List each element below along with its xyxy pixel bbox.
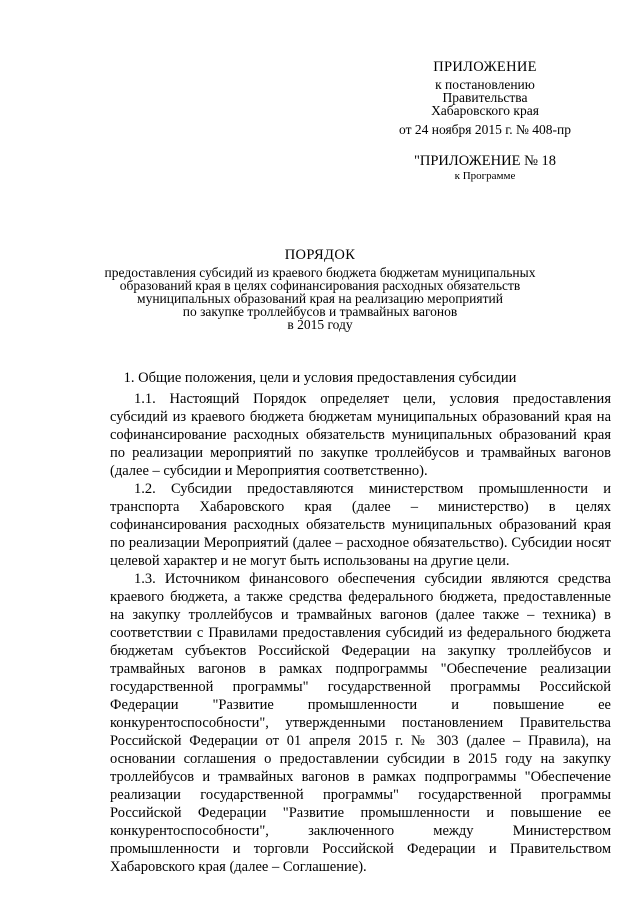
- document-title: ПОРЯДОК: [284, 247, 356, 263]
- appendix-date: от 24 ноября 2015 г. № 408-пр: [399, 122, 571, 137]
- paragraph-1-2: 1.2. Субсидии предоставляются министерством промышленности и транспорта Хабаровского края (далее – министерство) в целях софинансирования расходных обязательств муниципальных образований края по реализации Мероприятий (далее – расходное обязательство). Субсидии носят целевой характер и не могут быть использованы на другие цели.: [110, 481, 611, 569]
- paragraph-1-3: 1.3. Источником финансового обеспечения субсидии являются средства краевого бюджета, а также средства федерального бюджета, предоставленные на закупку троллейбусов и трамвайных вагонов (далее также – техника) в соответствии с Правилами предоставления субсидий из федерального бюджета бюджетам субъектов Российской Федерации на закупку троллейбусов и трамвайных вагонов в рамках подпрограммы "Обеспечение реализации государственной программы" государственной программы Российской Федерации "Развитие промышленности и повышение ее конкурентоспособности", утвержденными постановлением Правительства Российской Федерации от 01 апреля 2015 г. № 303 (далее – Правила), на основании соглашения о предоставлении субсидии в 2015 году на закупку троллейбусов и трамвайных вагонов в рамках подпрограммы "Обеспечение реализации государственной программы" государственной программы Российской Федерации "Развитие промышленности и повышение ее конкурентоспособности", заключенного между Министерством промышленности и торговли Российской Федерации и Правительством Хабаровского края (далее – Соглашение).: [110, 571, 611, 875]
- section-heading: 1. Общие положения, цели и условия предоставления субсидии: [123, 370, 517, 386]
- subtitle-line: муниципальных образований края на реализацию мероприятий: [137, 291, 503, 306]
- appendix-line-3: Хабаровского края: [431, 103, 539, 118]
- appendix-title: ПРИЛОЖЕНИЕ: [433, 59, 537, 75]
- document-subtitle: [100, 266, 540, 331]
- appendix-line-1: к постановлению: [435, 77, 535, 92]
- subtitle-line: по закупке троллейбусов и трамвайных вагонов: [182, 304, 458, 319]
- appendix-block: [380, 58, 590, 138]
- section-body: [110, 390, 611, 876]
- appendix-18-subtitle: к Программе: [454, 170, 516, 182]
- appendix-18-block: [400, 152, 570, 182]
- paragraph-1-1: 1.1. Настоящий Порядок определяет цели, условия предоставления субсидий из краевого бюджета бюджетам муниципальных образований края на софинансирование расходных обязательств муниципальных образований края по реализации мероприятий по закупке троллейбусов и трамвайных вагонов (далее – субсидии и Мероприятия соответственно).: [110, 391, 611, 479]
- subtitle-line: образований края в целях софинансирования расходных обязательств: [119, 278, 521, 293]
- appendix-18-title: "ПРИЛОЖЕНИЕ № 18: [413, 153, 557, 169]
- appendix-line-2: Правительства: [442, 90, 528, 105]
- subtitle-line: в 2015 году: [287, 317, 353, 332]
- subtitle-line: предоставления субсидий из краевого бюджета бюджетам муниципальных: [104, 265, 536, 280]
